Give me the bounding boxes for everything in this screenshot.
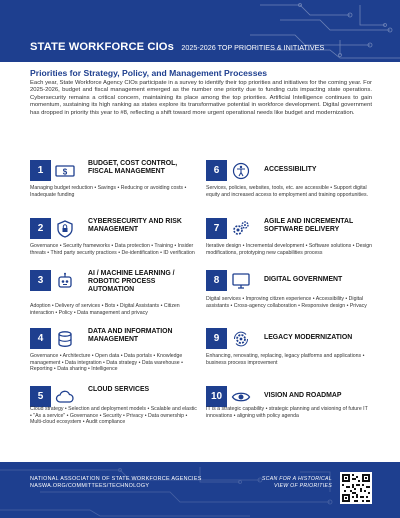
priority-number: 8: [206, 270, 227, 291]
priority-description: Governance • Architecture • Open data • Data portals • Knowledge management • Data integration • Data strategy • Data warehouse • Reporting • Data sharing • Intelligence: [30, 353, 183, 373]
priority-description: Managing budget reduction • Savings • Reducing or avoiding costs • Inadequate funding: [30, 185, 187, 198]
qr-code[interactable]: [340, 472, 372, 504]
priority-name: AI / MACHINE LEARNING / ROBOTIC PROCESS AUTOMATION: [88, 270, 175, 293]
footer-scan-note: [260, 476, 332, 490]
priority-number: 6: [206, 160, 227, 181]
svg-text:$: $: [62, 167, 68, 177]
priority-description: Services, policies, websites, tools, etc. are accessible • Support digital equity and increased access to employment and training opportunities.: [206, 185, 369, 198]
priority-name: VISION AND ROADMAP: [264, 392, 342, 399]
title-subtitle: 2025-2026 TOP PRIORITIES & INITIATIVES: [181, 43, 325, 52]
shield-icon: [54, 220, 76, 238]
priority-number: 5: [30, 386, 51, 407]
page-title: [30, 37, 324, 55]
priority-description: Cloud strategy • Selection and deployment models • Scalable and elastic • "As a service" • Governance • Security • Privacy • Data ownership • Multi-cloud ecosystem • Audit compliance: [30, 406, 197, 426]
eye-icon: [230, 388, 252, 406]
footer-org-name: NATIONAL ASSOCIATION OF STATE WORKFORCE AGENCIES: [30, 476, 202, 482]
priority-description: Governance • Security frameworks • Data protection • Training • Insider threats • Third party security practices • De-identification • ID verification: [30, 243, 195, 256]
header-banner: [0, 0, 400, 62]
scan-note-line2: VIEW OF PRIORITIES: [273, 483, 332, 490]
priority-description: Iterative design • Incremental development • Software solutions • Design modifications, prototyping new capabilities process: [206, 243, 373, 256]
title-bold: STATE WORKFORCE CIOs: [30, 41, 174, 53]
priority-number: 4: [30, 328, 51, 349]
scan-note-line1: SCAN FOR A HISTORICAL: [261, 476, 332, 482]
priority-number: 3: [30, 270, 51, 291]
cloud-icon: [54, 388, 76, 406]
priority-name: DIGITAL GOVERNMENT: [264, 276, 343, 283]
priority-name: CLOUD SERVICES: [88, 386, 150, 393]
priority-name: DATA AND INFORMATION MANAGEMENT: [88, 328, 173, 343]
priority-description: Enhancing, renovating, replacing, legacy platforms and applications • business process improvement: [206, 353, 365, 366]
monitor-icon: [230, 272, 252, 290]
accessibility-icon: [230, 162, 252, 180]
priority-name: LEGACY MODERNIZATION: [264, 334, 353, 341]
priority-number: 9: [206, 328, 227, 349]
priority-description: Digital services • Improving citizen experience • Accessibility • Digital assistants • Cross-agency collaboration • Responsive design • Privacy: [206, 296, 367, 309]
footer-organization: [30, 476, 202, 490]
footer-org-url[interactable]: NASWA.ORG/COMMITTEES/TECHNOLOGY: [30, 483, 150, 490]
gears-icon: [230, 220, 252, 238]
robot-icon: [54, 272, 76, 290]
priority-number: 7: [206, 218, 227, 239]
priority-number: 2: [30, 218, 51, 239]
footer-banner: [0, 462, 400, 518]
priority-name: BUDGET, COST CONTROL, FISCAL MANAGEMENT: [88, 160, 178, 175]
intro-heading: Priorities for Strategy, Policy, and Management Processes: [30, 68, 268, 78]
database-icon: [54, 330, 76, 348]
intro-paragraph: Each year, State Workforce Agency CIOs participate in a survey to identify their top priorities and initiatives for the coming year. For 2025-2026, budget and fiscal management emerged as the number one priority due to funding cuts impacting state operations. Cybersecurity remains a critical concern, maintaining its place among the top priorities. Artificial Intelligence continues to gain momentum, sustaining its high ranking as states explore its transformative potential in workforce development. Digital government has dropped in priority this year to #8, reflecting a shift toward more urgent operational needs like budget and modernization.: [30, 80, 372, 116]
dollar-icon: [54, 162, 76, 180]
priority-number: 10: [206, 386, 227, 407]
gear-refresh-icon: [230, 330, 252, 348]
priority-name: ACCESSIBILITY: [264, 166, 317, 173]
priority-description: Adoption • Delivery of services • Bots • Digital Assistants • Citizen interaction • Policy • Data management and privacy: [30, 303, 180, 316]
priority-name: AGILE AND INCREMENTAL SOFTWARE DELIVERY: [264, 218, 354, 233]
priority-name: CYBERSECURITY AND RISK MANAGEMENT: [88, 218, 182, 233]
priority-number: 1: [30, 160, 51, 181]
priority-description: IT is a strategic capability • strategic planning and visioning of future IT innovations • aligning with policy agenda: [206, 406, 368, 419]
